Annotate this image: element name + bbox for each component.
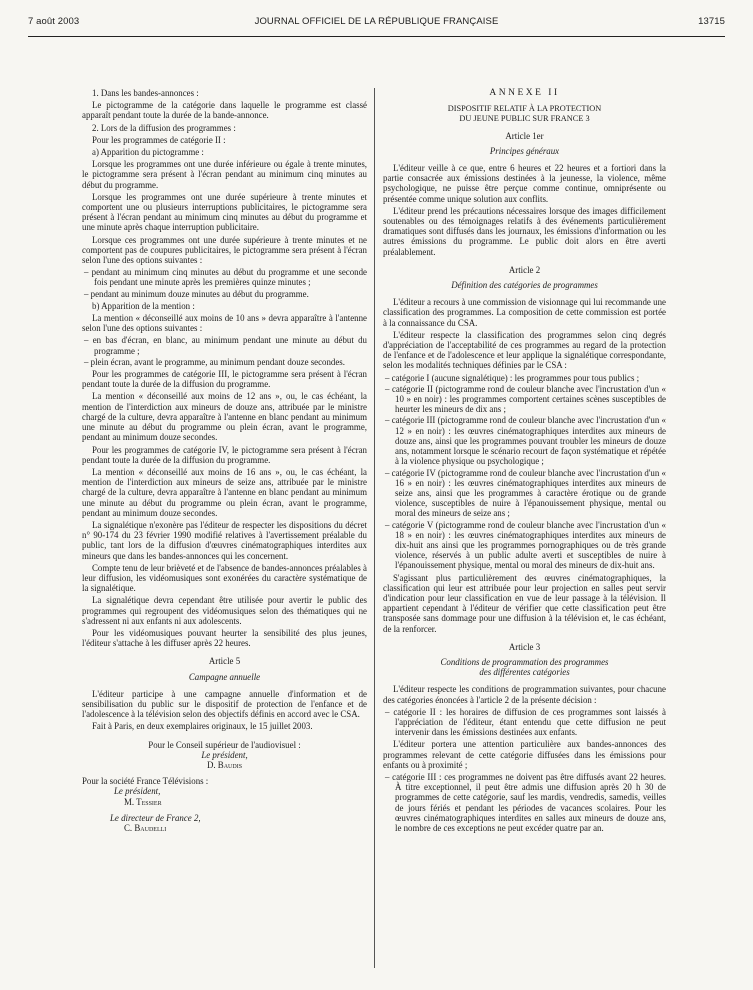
paragraph: La mention « déconseillé aux moins de 12 ans », ou, le cas échéant, la mention de l'interdiction aux mineurs de douze ans, attribuée par le ministre chargé de la culture, devra apparaître à l'antenne en blanc pendant au minimum une minute au début du programme ou plein écran, avant le programme, pendant au minimum douze secondes.	[82, 391, 367, 443]
annexe-heading: ANNEXE II	[489, 88, 560, 98]
annexe-title-line: DISPOSITIF RELATIF À LA PROTECTION	[447, 104, 602, 114]
column-divider	[374, 88, 375, 968]
paragraph: 1. Dans les bandes-annonces :	[92, 88, 199, 98]
list-item: – catégorie I (aucune signalétique) : les programmes pour tous publics ;	[385, 372, 640, 383]
right-column	[383, 88, 666, 835]
list-item: – catégorie III (pictogramme rond de couleur blanche avec l'incrustation d'un « 12 » en noir) : les œuvres cinématographiques interdites aux mineurs de douze ans, ainsi que les programmes pouvant troubler les mineurs de douze ans, notamment lorsque le scénario recourt de façon systématique et répétée à la violence physique ou psychologique ;	[385, 415, 666, 467]
page-header	[28, 14, 725, 37]
list-item: – plein écran, avant le programme, au minimum pendant douze secondes.	[84, 356, 345, 367]
paragraph: La signalétique devra cependant être utilisée pour avertir le public des programmes qui regroupent des vidéomusiques selon des thématiques qui ne s'adressent ni aux enfants ni aux adolescents.	[82, 595, 367, 626]
paragraph: L'éditeur prend les précautions nécessaires lorsque des images difficilement soutenables ou des témoignages relatifs à des événements particulièrement dramatiques sont diffusés dans les journaux, les émissions d'information ou les autres émissions du programme. Le public doit alors en être averti préalablement.	[383, 205, 666, 257]
header-date: 7 août 2003	[28, 16, 80, 27]
paragraph: S'agissant plus particulièrement des œuvres cinématographiques, la classification qui leur est attribuée pour leur projection en salles peut servir d'indication pour leur classification en vue de leur passage à la télévision. Il appartient cependant à l'éditeur de vérifier que cette classification peut être transposée sans dommage pour une diffusion à la télévision et, le cas échéant, de la renforcer.	[383, 572, 666, 634]
conditions-list	[383, 772, 666, 833]
paragraph: 2. Lors de la diffusion des programmes :	[92, 122, 236, 133]
paragraph: a) Apparition du pictogramme :	[92, 147, 204, 158]
paragraph: L'éditeur respecte la classification des programmes selon cinq degrés d'appréciation de l'acceptabilité de ces programmes au regard de la protection de l'enfance et de l'adolescence et leur applique la signalétique correspondante, selon les modalités techniques définies par le CSA :	[383, 329, 666, 371]
paragraph: Lorsque ces programmes ont une durée supérieure à trente minutes et ne comportent pas de coupures publicitaires, le pictogramme sera présent à l'écran selon l'une des options suivantes :	[82, 234, 367, 266]
list-item: – en bas d'écran, en blanc, au minimum pendant une minute au début du programme ;	[84, 335, 367, 356]
signature-role: Le président,	[201, 749, 248, 760]
signature-block-ftv: Pour la société France Télévisions :	[82, 776, 209, 787]
list-item: – catégorie V (pictogramme rond de couleur blanche avec l'incrustation d'un « 18 » en noir) : les œuvres cinématographiques interdites aux mineurs de dix-huit ans ainsi que les programmes pornographiques ou de très grande violence, réservés à un public adulte averti et susceptibles de nuire à l'épanouissement physique, mental ou moral des mineurs de dix-huit ans.	[385, 519, 666, 571]
list-item: – catégorie II (pictogramme rond de couleur blanche avec l'incrustation d'un « 10 » en noir) : les programmes comportent certaines scènes susceptibles de heurter les mineurs de dix ans ;	[385, 383, 666, 415]
paragraph: La mention « déconseillé aux moins de 16 ans », ou, le cas échéant, la mention de l'interdiction aux mineurs de seize ans, attribuée par le ministre chargé de la culture, devra apparaître à l'antenne en blanc pendant au minimum une minute au début du programme ou plein écran, avant le programme, pendant au minimum douze secondes.	[82, 466, 367, 518]
paragraph: Pour les programmes de catégorie III, le pictogramme sera présent à l'écran pendant toute la durée de la diffusion du programme.	[82, 369, 367, 390]
article-heading: Article 5	[208, 656, 241, 667]
paragraph: Lorsque les programmes ont une durée inférieure ou égale à trente minutes, le pictogramme sera présent à l'écran pendant au minimum cinq minutes au début du programme.	[82, 159, 367, 190]
article-heading: Article 2	[508, 264, 541, 275]
paragraph: b) Apparition de la mention :	[92, 300, 195, 311]
list-item: – pendant au minimum cinq minutes au début du programme et une seconde fois pendant une minute après les premières quinze minutes ;	[84, 267, 367, 288]
paragraph: La mention « déconseillé aux moins de 10 ans » devra apparaître à l'antenne selon l'une des options suivantes :	[82, 313, 367, 334]
paragraph: L'éditeur participe à une campagne annuelle d'information et de sensibilisation du public sur le dispositif de protection de l'enfance et de l'adolescence à la télévision selon des objectifs définis en accord avec le CSA.	[82, 688, 367, 720]
paragraph: L'éditeur veille à ce que, entre 6 heures et 22 heures et a fortiori dans la partie consacrée aux émissions destinées à la jeunesse, la violence, même psychologique, ne puisse être perçue comme continue, omniprésente ou présentée comme unique solution aux conflits.	[383, 163, 666, 204]
options-list	[82, 335, 367, 367]
journal-title: JOURNAL OFFICIEL DE LA RÉPUBLIQUE FRANÇAISE	[254, 16, 499, 27]
article-title: Principes généraux	[489, 145, 560, 156]
page-number: 13715	[698, 16, 725, 27]
category-list	[383, 373, 666, 571]
signature-role: Le directeur de France 2,	[110, 812, 201, 823]
paragraph: Pour les programmes de catégorie II :	[92, 134, 226, 145]
list-item: – catégorie III : ces programmes ne doivent pas être diffusés avant 22 heures. À titre exceptionnel, il peut être admis une diffusion après 20 h 30 de programmes de cette catégorie, sauf les mardis, vendredis, samedis, veilles de jours fériés et pendant les périodes de vacances scolaires. Pour les œuvres cinématographiques interdites en salles aux mineurs de douze ans, le nombre de ces exceptions ne peut excéder quatre par an.	[385, 771, 666, 833]
article-title: des différentes catégories	[479, 667, 570, 678]
signature-block-csa: Pour le Conseil supérieur de l'audiovisuel :	[148, 739, 301, 750]
paragraph: La signalétique n'exonère pas l'éditeur de respecter les dispositions du décret n° 90-174 du 23 février 1990 modifié relatives à l'avertissement préalable du public, tant lors de la diffusion d'œuvres cinématographiques interdites aux mineurs que dans les bandes-annonces qui les concernent.	[82, 519, 367, 561]
list-item: – catégorie IV (pictogramme rond de couleur blanche avec l'incrustation d'un « 16 » en noir) : les œuvres cinématographiques interdites aux mineurs de seize ans, ainsi que les programmes à caractère érotique ou de grande violence, susceptibles de nuire à l'épanouissement physique, mental ou moral des mineurs de seize ans ;	[385, 467, 666, 519]
article-heading: Article 3	[508, 641, 541, 652]
article-title: Campagne annuelle	[188, 671, 261, 682]
conditions-list	[383, 707, 666, 738]
article-heading: Article 1er	[505, 130, 544, 141]
annexe-title-line: DU JEUNE PUBLIC SUR FRANCE 3	[459, 114, 590, 124]
paragraph: Pour les vidéomusiques pouvant heurter la sensibilité des plus jeunes, l'éditeur s'attache à les diffuser après 22 heures.	[82, 627, 367, 649]
list-item: – pendant au minimum douze minutes au début du programme.	[84, 288, 309, 299]
paragraph: Pour les programmes de catégorie IV, le pictogramme sera présent à l'écran pendant toute la durée de la diffusion du programme.	[82, 444, 367, 465]
signature-name: C. Baudelli	[124, 823, 167, 833]
paragraph: L'éditeur respecte les conditions de programmation suivantes, pour chacune des catégories énoncées à l'article 2 de la présente décision :	[383, 684, 666, 705]
paragraph: Fait à Paris, en deux exemplaires originaux, le 15 juillet 2003.	[92, 721, 313, 732]
signature-role: Le président,	[114, 786, 161, 797]
article-title: Conditions de programmation des programmes	[440, 656, 609, 667]
signature-name: M. Tessier	[124, 796, 162, 807]
paragraph: L'éditeur a recours à une commission de visionnage qui lui recommande une classification des programmes. La composition de cette commission est portée à la connaissance du CSA.	[383, 297, 666, 328]
article-title: Définition des catégories de programmes	[451, 280, 598, 291]
paragraph: Le pictogramme de la catégorie dans laquelle le programme est classé apparaît pendant toute la durée de la bande-annonce.	[82, 100, 367, 121]
signature-name: D. Baudis	[206, 759, 243, 770]
list-item: – catégorie II : les horaires de diffusion de ces programmes sont laissés à l'appréciation de l'éditeur, étant entendu que cette diffusion ne peut intervenir dans les émissions destinées aux enfants.	[385, 706, 666, 738]
left-column	[82, 88, 367, 833]
paragraph: Lorsque les programmes ont une durée supérieure à trente minutes et comportent une ou plusieurs interruptions publicitaires, le pictogramme sera présent à l'écran pendant au minimum cinq minutes au début du programme et une minute après chaque interruption publicitaire.	[82, 191, 367, 233]
paragraph: L'éditeur portera une attention particulière aux bandes-annonces des programmes relevant de cette catégorie diffusées dans les émissions pour enfants ou à proximité ;	[383, 739, 666, 770]
paragraph: Compte tenu de leur brièveté et de l'absence de bandes-annonces préalables à leur diffusion, les vidéomusiques sont exonérées du caractère systématique de la signalétique.	[82, 562, 367, 594]
options-list	[82, 267, 367, 299]
